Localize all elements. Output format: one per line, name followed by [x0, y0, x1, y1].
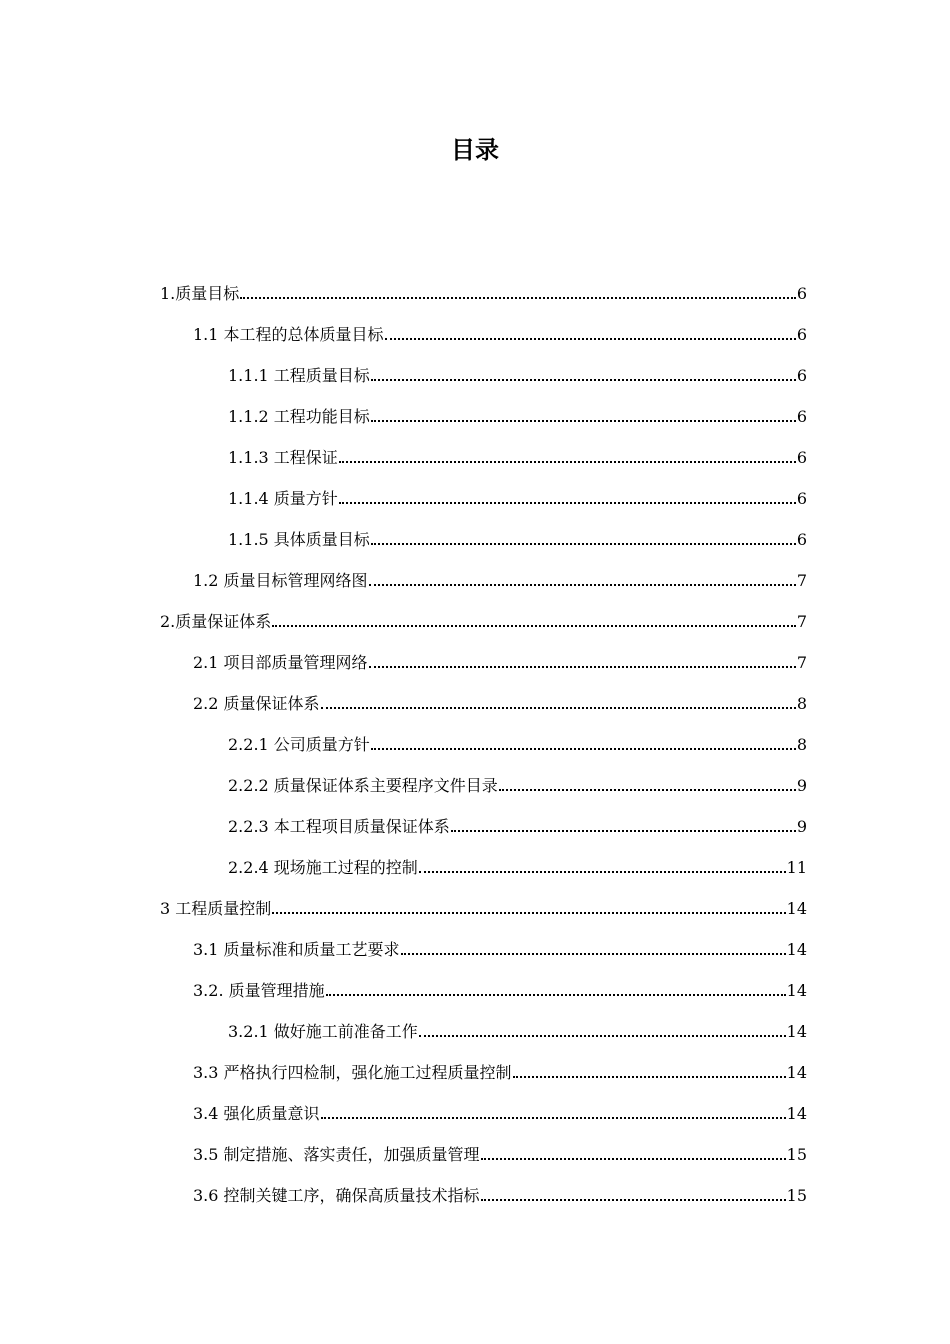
toc-entry[interactable]	[228, 842, 807, 878]
toc-dot-leader	[326, 994, 786, 996]
toc-entry[interactable]	[193, 1088, 807, 1124]
toc-entry[interactable]	[193, 637, 807, 673]
toc-entry[interactable]	[160, 268, 807, 304]
toc-entry-text: 3.6 控制关键工序，确保高质量技术指标	[193, 1186, 480, 1205]
toc-entry-page: 7	[796, 612, 807, 631]
toc-dot-leader	[339, 502, 796, 504]
toc-entry[interactable]	[160, 596, 807, 632]
toc-entry-text: 1.1.4 质量方针	[228, 489, 338, 508]
toc-dot-leader	[339, 461, 796, 463]
toc-entry-page: 14	[786, 1063, 807, 1082]
toc-entry-text: 2.2.4 现场施工过程的控制	[228, 858, 418, 877]
toc-entry[interactable]	[193, 924, 807, 960]
toc-entry[interactable]	[193, 678, 807, 714]
toc-entry[interactable]	[228, 801, 807, 837]
toc-dot-leader	[321, 707, 796, 709]
toc-entry-page: 15	[786, 1186, 807, 1205]
toc-entry-page: 9	[796, 817, 807, 836]
toc-entry-page: 15	[786, 1145, 807, 1164]
toc-entry-page: 7	[796, 653, 807, 672]
toc-entry-page: 9	[796, 776, 807, 795]
toc-entry[interactable]	[228, 719, 807, 755]
toc-entry-page: 6	[796, 325, 807, 344]
toc-dot-leader	[272, 625, 796, 627]
toc-entry-page: 8	[796, 694, 807, 713]
toc-entry-text: 3.2.1 做好施工前准备工作	[228, 1022, 418, 1041]
toc-dot-leader	[371, 379, 796, 381]
toc-entry-page: 6	[796, 489, 807, 508]
toc-entry[interactable]	[160, 883, 807, 919]
toc-entry-text: 2.2.1 公司质量方针	[228, 735, 370, 754]
toc-entry-text: 2.2.2 质量保证体系主要程序文件目录	[228, 776, 498, 795]
toc-entry-text: 2.2.3 本工程项目质量保证体系	[228, 817, 450, 836]
toc-dot-leader	[481, 1199, 786, 1201]
toc-dot-leader	[401, 953, 786, 955]
toc-entry-text: 3.2. 质量管理措施	[193, 981, 325, 1000]
toc-entry[interactable]	[193, 965, 807, 1001]
toc-entry-text: 1.1.3 工程保证	[228, 448, 338, 467]
toc-entry-text: 3 工程质量控制	[160, 899, 272, 918]
toc-entry-page: 14	[786, 899, 807, 918]
toc-entry[interactable]	[193, 309, 807, 345]
toc-entry[interactable]	[193, 555, 807, 591]
toc-entry-page: 14	[786, 1104, 807, 1123]
toc-entry-page: 7	[796, 571, 807, 590]
toc-entry-text: 3.4 强化质量意识	[193, 1104, 320, 1123]
toc-dot-leader	[240, 297, 796, 299]
toc-entry-text: 3.3 严格执行四检制，强化施工过程质量控制	[193, 1063, 512, 1082]
toc-entry-page: 6	[796, 284, 807, 303]
toc-dot-leader	[499, 789, 796, 791]
toc-dot-leader	[371, 420, 796, 422]
toc-entry-text: 3.1 质量标准和质量工艺要求	[193, 940, 400, 959]
toc-entry-page: 6	[796, 530, 807, 549]
toc-entry[interactable]	[228, 514, 807, 550]
toc-entry-text: 1.1.2 工程功能目标	[228, 407, 370, 426]
toc-entry-text: 2.1 项目部质量管理网络	[193, 653, 368, 672]
toc-entry[interactable]	[228, 432, 807, 468]
toc-entry-text: 2.2 质量保证体系	[193, 694, 320, 713]
toc-entry-text: 1.质量目标	[160, 284, 240, 303]
toc-dot-leader	[419, 871, 786, 873]
toc-entry-text: 3.5 制定措施、落实责任，加强质量管理	[193, 1145, 480, 1164]
toc-entry[interactable]	[193, 1170, 807, 1206]
toc-entry-page: 6	[796, 448, 807, 467]
toc-dot-leader	[481, 1158, 786, 1160]
toc-entry[interactable]	[228, 473, 807, 509]
toc-dot-leader	[369, 666, 796, 668]
toc-entry-text: 1.1.1 工程质量目标	[228, 366, 370, 385]
toc-entry-page: 14	[786, 1022, 807, 1041]
toc-dot-leader	[371, 748, 796, 750]
page-title: 目录	[451, 136, 499, 164]
toc-entry[interactable]	[193, 1129, 807, 1165]
toc-entry-page: 14	[786, 981, 807, 1000]
toc-dot-leader	[371, 543, 796, 545]
toc-entry-page: 14	[786, 940, 807, 959]
toc-entry[interactable]	[193, 1047, 807, 1083]
toc-entry-text: 1.1 本工程的总体质量目标	[193, 325, 384, 344]
toc-dot-leader	[272, 912, 785, 914]
toc-entry-page: 11	[786, 858, 807, 877]
toc-entry[interactable]	[228, 350, 807, 386]
toc-dot-leader	[369, 584, 796, 586]
toc-entry-page: 6	[796, 366, 807, 385]
toc-entry-text: 2.质量保证体系	[160, 612, 272, 631]
toc-entry-page: 8	[796, 735, 807, 754]
toc-dot-leader	[451, 830, 796, 832]
toc-entry-page: 6	[796, 407, 807, 426]
toc-entry[interactable]	[228, 1006, 807, 1042]
toc-entry[interactable]	[228, 391, 807, 427]
toc-entry-text: 1.1.5 具体质量目标	[228, 530, 370, 549]
toc-entry[interactable]	[228, 760, 807, 796]
toc-dot-leader	[513, 1076, 786, 1078]
toc-dot-leader	[419, 1035, 786, 1037]
toc-dot-leader	[321, 1117, 786, 1119]
toc-entry-text: 1.2 质量目标管理网络图	[193, 571, 368, 590]
toc-dot-leader	[385, 338, 796, 340]
